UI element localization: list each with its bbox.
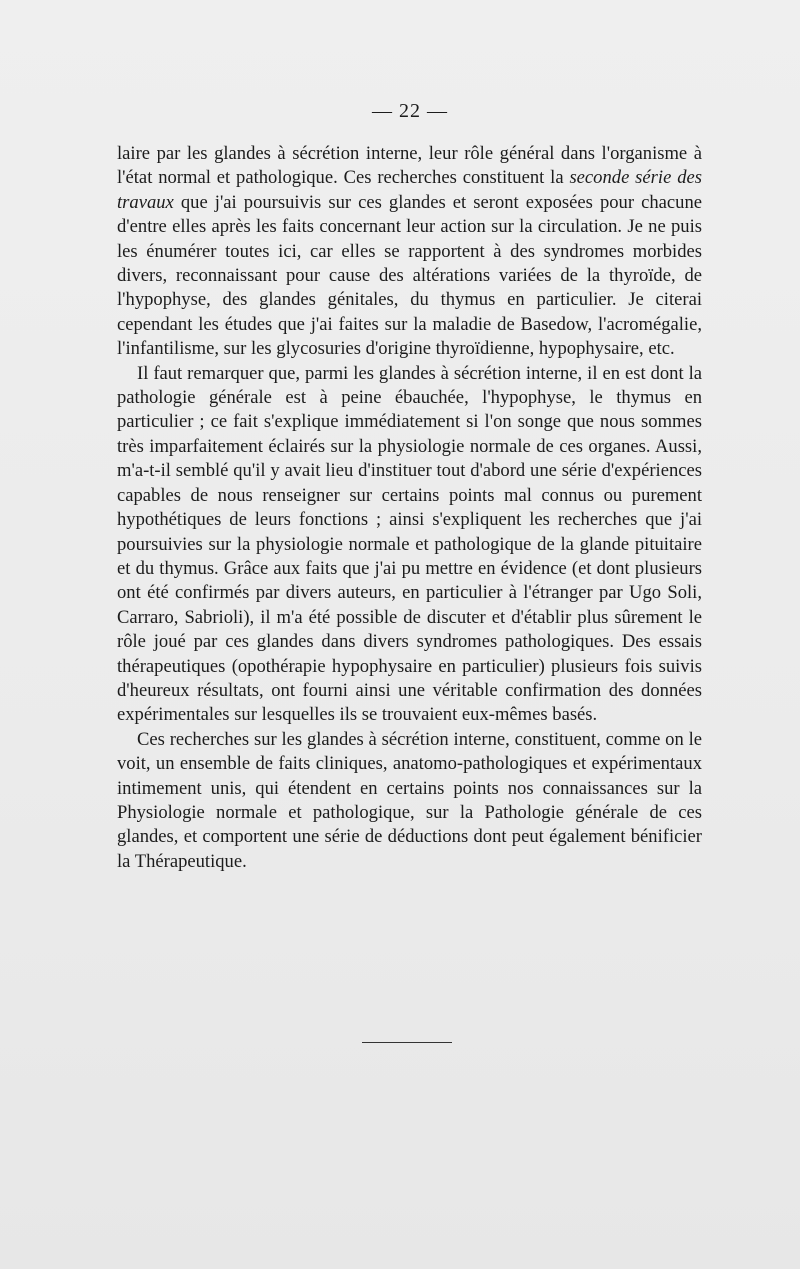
paragraph-1-after: que j'ai poursuivis sur ces glandes et seront exposées pour chacune d'entre elles après les faits concernant leur action sur la circulation. Je ne puis les énumérer toutes ici, car elles se rapportent à des syndromes morbides divers, reconnaissant pour cause des altérations variées de la thyroïde, de l'hypophyse, des glandes génitales, du thymus en particulier. Je citerai cependant les études que j'ai faites sur la maladie de Basedow, l'acromégalie, l'infantilisme, sur les glycosuries d'origine thyroïdienne, hypophysaire, etc. (117, 191, 702, 360)
paragraph-1 (117, 142, 702, 362)
page-number: — 22 — (372, 100, 448, 122)
section-end-rule (362, 1042, 452, 1043)
paragraph-3: Ces recherches sur les glandes à sécrétion interne, constituent, comme on le voit, un ensemble de faits cliniques, anatomo-pathologiques et expérimentaux intimement unis, qui étendent en certains points nos connaissances sur la Physiologie normale et pathologique, sur la Pathologie générale de ces glandes, et comportent une série de déductions dont peut également bénificier la Thérapeutique. (117, 728, 702, 872)
paragraph-2: Il faut remarquer que, parmi les glandes à sécrétion interne, il en est dont la pathologie générale est à peine ébauchée, l'hypophyse, le thymus en particulier ; ce fait s'explique immédiatement si l'on songe que nous sommes très imparfaitement éclairés sur la physiologie normale de ces organes. Aussi, m'a-t-il semblé qu'il y avait lieu d'instituer tout d'abord une série d'expériences capables de nous renseigner sur certains points mal connus ou purement hypothétiques de leurs fonctions ; ainsi s'expliquent les recherches que j'ai poursuivies sur la physiologie normale et pathologique de la glande pituitaire et du thymus. Grâce aux faits que j'ai pu mettre en évidence (et dont plusieurs ont été confirmés par divers auteurs, en particulier à l'étranger par Ugo Soli, Carraro, Sabrioli), il m'a été possible de discuter et d'établir plus sûrement le rôle joué par ces glandes dans divers syndromes pathologiques. Des essais thérapeutiques (opothérapie hypophysaire en particulier) plusieurs fois suivis d'heureux résultats, ont fourni ainsi une véritable confirmation des données expérimentales sur lesquelles ils se trouvaient eux-mêmes basés. (117, 362, 702, 726)
paragraph-1-before: laire par les glandes à sécrétion interne, leur rôle général dans l'organisme à l'état normal et pathologique. Ces recherches constituent la (117, 143, 702, 189)
paragraph-1-emphasis: seconde série des travaux (117, 167, 702, 213)
body-text (117, 142, 702, 874)
